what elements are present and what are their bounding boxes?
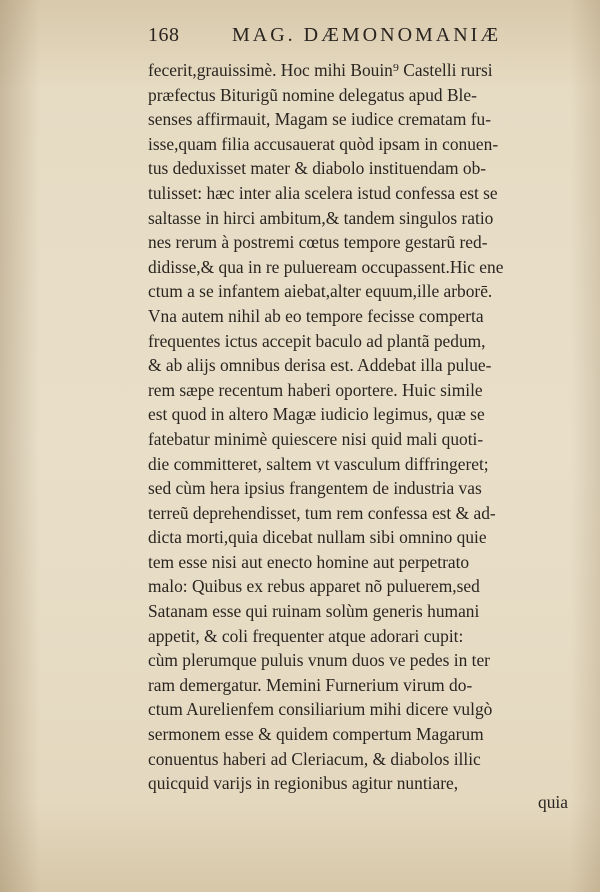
text-line: isse,quam filia accusauerat quòd ipsam in conuen- xyxy=(148,133,499,154)
text-line: est quod in altero Magæ iudicio legimus, quæ se xyxy=(148,404,485,425)
text-line: Vna autem nihil ab eo tempore fecisse comperta xyxy=(148,305,484,326)
text-line: cùm plerumque puluis vnum duos ve pedes in ter xyxy=(148,650,490,671)
text-line: ctum Aurelienfem consiliarium mihi dicere vulgò xyxy=(148,699,493,720)
body-text xyxy=(148,58,573,796)
text-line: ram demergatur. Memini Furnerium virum do- xyxy=(148,674,473,695)
text-line: tulisset: hæc inter alia scelera istud confessa est se xyxy=(148,182,498,203)
text-line: & ab alijs omnibus derisa est. Addebat illa pulue- xyxy=(148,355,492,376)
text-line: rem sæpe recentum haberi oportere. Huic simile xyxy=(148,379,483,400)
catchword: quia xyxy=(538,792,568,812)
text-line: tus deduxisset mater & diabolo instituendam ob- xyxy=(148,158,487,179)
text-line: fecerit,grauissimè. Hoc mihi Bouin⁹ Castelli rursi xyxy=(148,60,493,80)
page-header xyxy=(148,18,568,50)
text-line: senses affirmauit, Magam se iudice crematam fu- xyxy=(148,109,492,130)
text-line: frequentes ictus accepit baculo ad plantã pedum, xyxy=(148,330,486,351)
text-line: nes rerum à postremi cœtus tempore gestarũ red- xyxy=(148,232,488,253)
text-line: conuentus haberi ad Cleriacum, & diabolos illic xyxy=(148,748,481,769)
running-head: MAG. DÆMONOMANIÆ xyxy=(232,24,502,46)
text-line: dicta morti,quia dicebat nullam sibi omnino quie xyxy=(148,527,487,548)
text-line: præfectus Biturigũ nomine delegatus apud Ble- xyxy=(148,84,477,105)
text-line: saltasse in hirci ambitum,& tandem singulos ratio xyxy=(148,207,494,228)
text-line: sed cùm hera ipsius frangentem de industria vas xyxy=(148,478,482,499)
text-line: sermonem esse & quidem compertum Magarum xyxy=(148,724,484,745)
text-line: tem esse nisi aut enecto homine aut perpetrato xyxy=(148,551,470,572)
page-number: 168 xyxy=(148,24,180,46)
text-line: appetit, & coli frequenter atque adorari cupit: xyxy=(148,625,464,646)
text-line: didisse,& qua in re pulueream occupassent.Hic ene xyxy=(148,256,504,277)
text-line: die committeret, saltem vt vasculum diffringeret; xyxy=(148,453,489,474)
text-line: fatebatur minimè quiescere nisi quid mali quoti- xyxy=(148,428,484,449)
text-line: Satanam esse qui ruinam solùm generis humani xyxy=(148,601,480,622)
text-line: quicquid varijs in regionibus agitur nuntiare, xyxy=(148,773,459,794)
text-line: ctum a se infantem aiebat,alter equum,ille arborē. xyxy=(148,281,493,302)
text-line: malo: Quibus ex rebus apparet nõ puluerem,sed xyxy=(148,576,480,597)
text-line: terreũ deprehendisset, tum rem confessa est & ad- xyxy=(148,502,496,523)
